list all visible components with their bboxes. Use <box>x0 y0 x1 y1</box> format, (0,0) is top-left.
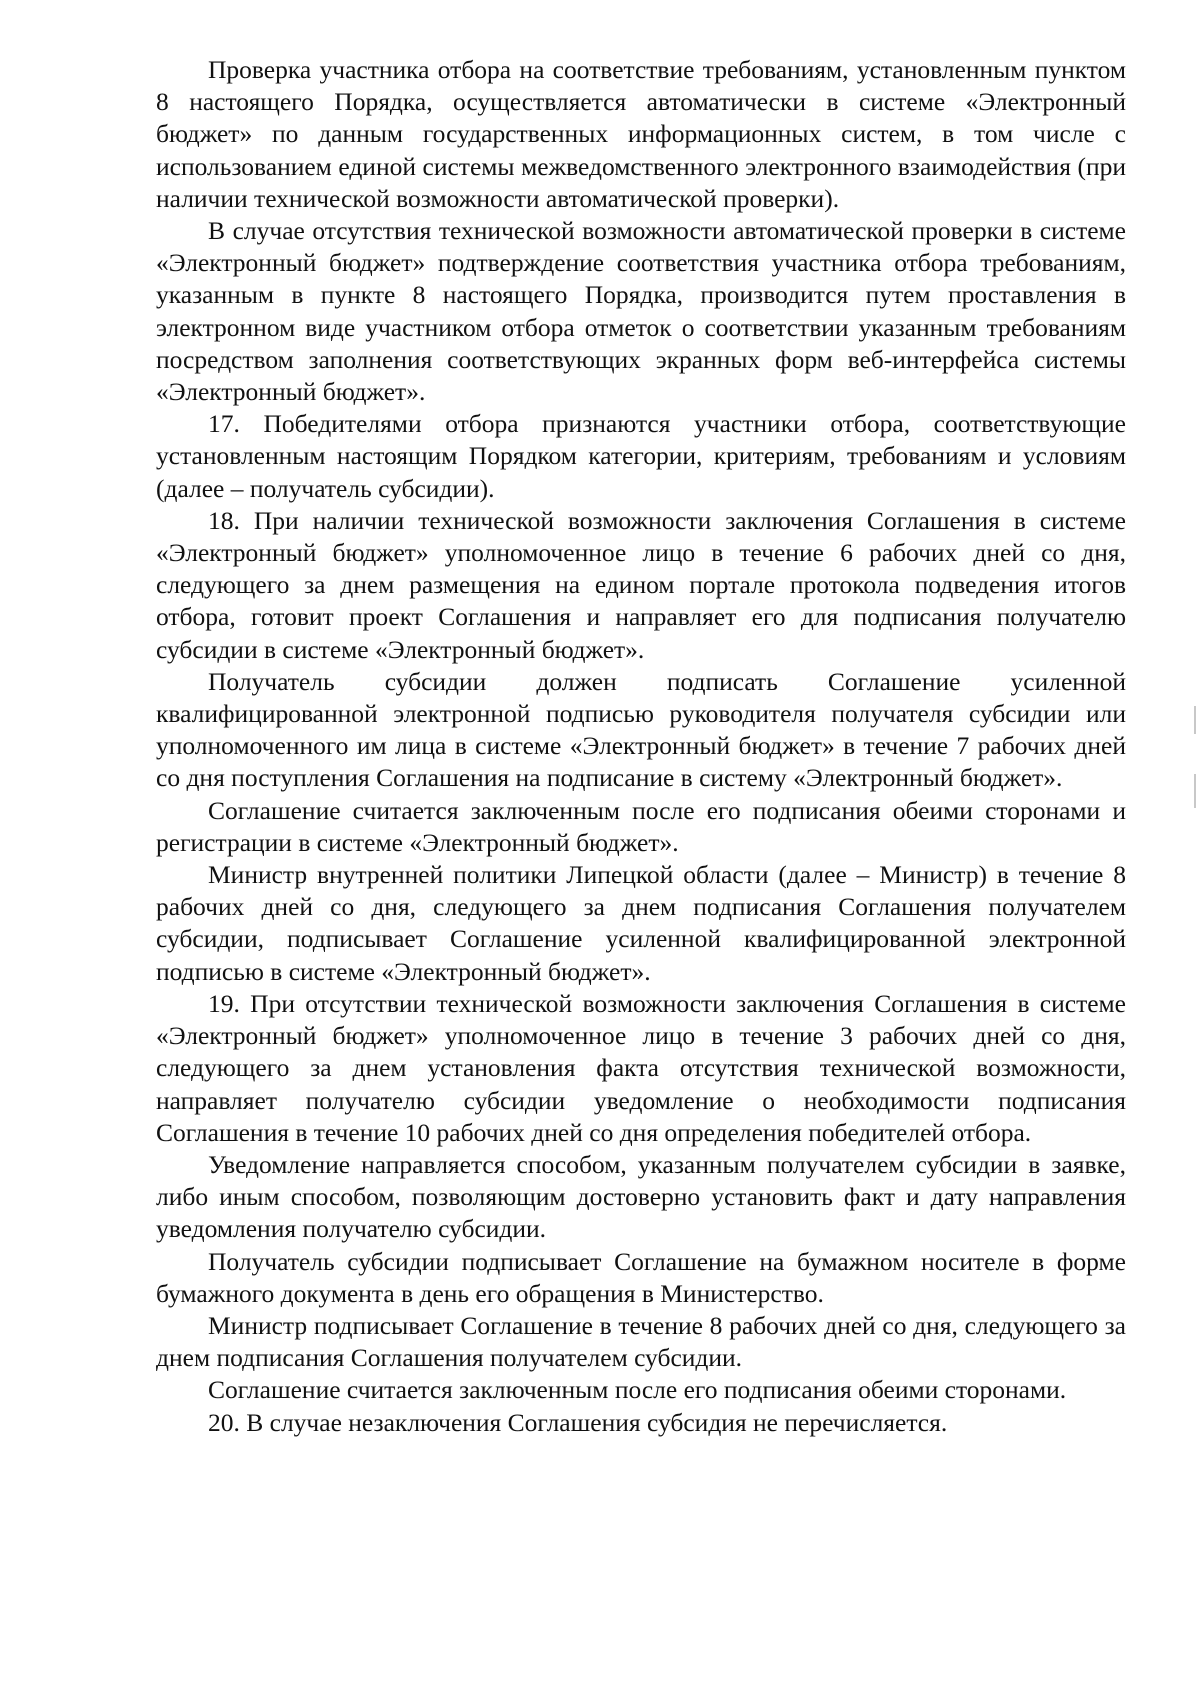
paragraph-paper-signing: Получатель субсидии подписывает Соглашение на бумажном носителе в форме бумажного документа в день его обращения в Министерство. <box>156 1246 1126 1308</box>
paragraph-recipient-signs: Получатель субсидии должен подписать Соглашение усиленной квалифицированной электронной подписью руководителя получателя субсидии или уполномоченного им лица в системе «Электронный бюджет» в течение 7 рабочих дней со дня поступления Соглашения на подписание в систему «Электронный бюджет». <box>156 666 1126 793</box>
paragraph-minister-signs: Министр внутренней политики Липецкой области (далее – Министр) в течение 8 рабочих дней со дня, следующего за днем подписания Соглашения получателем субсидии, подписывает Соглашение усиленной квалифицированной электронной подписью в системе «Электронный бюджет». <box>156 860 1126 986</box>
paragraph-agreement-concluded-paper: Соглашение считается заключенным после его подписания обеими сторонами. <box>208 1375 1067 1405</box>
document-body <box>156 54 1126 1439</box>
paragraph-notification-method: Уведомление направляется способом, указанным получателем субсидии в заявке, либо иным способом, позволяющим достоверно установить факт и дату направления уведомления получателю субсидии. <box>156 1149 1126 1244</box>
paragraph-manual-confirmation: В случае отсутствия технической возможности автоматической проверки в системе «Электронный бюджет» подтверждение соответствия участника отбора требованиям, указанным в пункте 8 настоящего Порядка, производится путем проставления в электронном виде участником отбора отметок о соответствии указанным требованиям посредством заполнения соответствующих экранных форм веб-интерфейса системы «Электронный бюджет». <box>156 216 1126 407</box>
paragraph-item-19: 19. При отсутствии технической возможности заключения Соглашения в системе «Электронный бюджет» уполномоченное лицо в течение 3 рабочих дней со дня, следующего за днем установления факта отсутствия технической возможности, направляет получателю субсидии уведомление о необходимости подписания Соглашения в течение 10 рабочих дней со дня определения победителей отбора. <box>156 988 1126 1147</box>
paragraph-item-17: 17. Победителями отбора признаются участники отбора, соответствующие установленным настоящим Порядком категории, критериям, требованиям и условиям (далее – получатель субсидии). <box>156 409 1126 503</box>
paragraph-minister-paper-signing: Министр подписывает Соглашение в течение 8 рабочих дней со дня, следующего за днем подписания Соглашения получателем субсидии. <box>156 1310 1126 1373</box>
scan-edge-mark <box>1194 774 1196 808</box>
paragraph-item-20: 20. В случае незаключения Соглашения субсидия не перечисляется. <box>208 1407 948 1437</box>
paragraph-automatic-check: Проверка участника отбора на соответствие требованиям, установленным пунктом 8 настоящего Порядка, осуществляется автоматически в системе «Электронный бюджет» по данным государственных информационных систем, в том числе с использованием единой системы межведомственного электронного взаимодействия (при наличии технической возможности автоматической проверки). <box>156 55 1126 213</box>
paragraph-agreement-concluded: Соглашение считается заключенным после его подписания обеими сторонами и регистрации в системе «Электронный бюджет». <box>156 795 1126 857</box>
scan-edge-mark <box>1194 706 1196 734</box>
paragraph-item-18: 18. При наличии технической возможности заключения Соглашения в системе «Электронный бюджет» уполномоченное лицо в течение 6 рабочих дней со дня, следующего за днем размещения на едином портале протокола подведения итогов отбора, готовит проект Соглашения и направляет его для подписания получателю субсидии в системе «Электронный бюджет». <box>156 505 1126 664</box>
